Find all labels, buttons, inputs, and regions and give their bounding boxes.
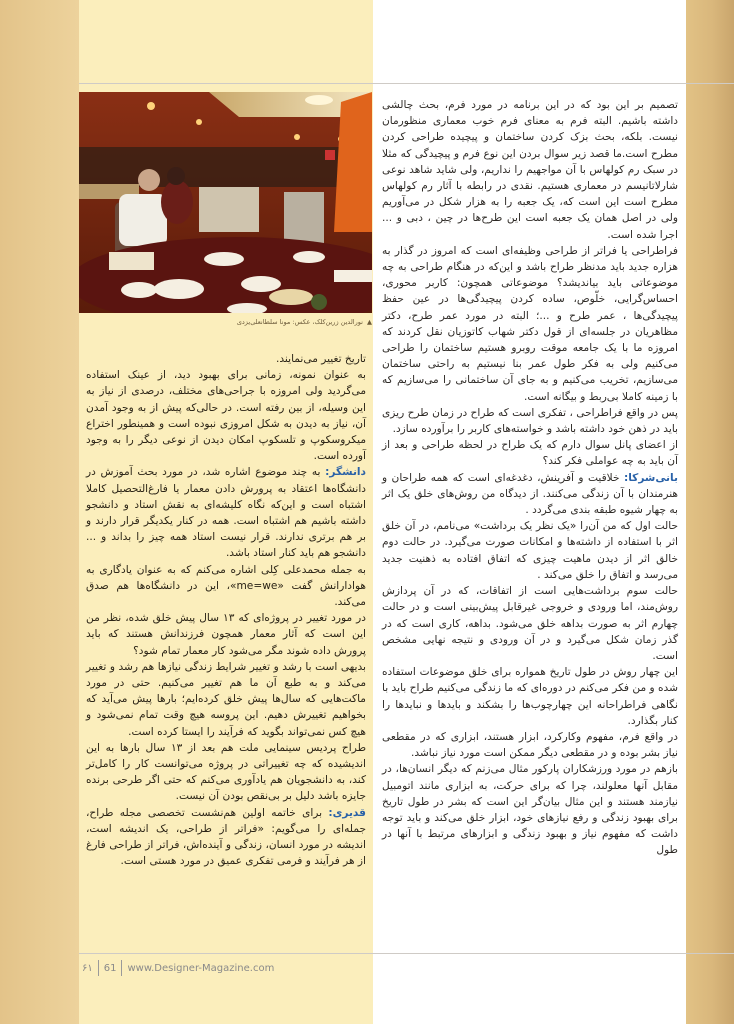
photo-caption-text: نورالدین زرین‌کلک، عکس: مونا سلطانعلی‌یزدی xyxy=(236,318,363,326)
paragraph: فراطراحی یا فراتر از طراحی وظیفه‌ای است که امروز در گذار به هزاره جدید باید مدنظر طراح باشد و این‌که در هنگام طراحی به چه موضوعاتی باید بیاندیشد؟ موضوعاتی همچون: کاربر محوری، احساس‌گرایی، خلّوص، ساده کردن پیچیدگی‌ها در عین حفظ پیچیدگی‌ها ، عمر طرح و ...؛ البته در مورد عمر طرح، دکتر مظاهریان در جلسه‌ای از قول دکتر شهاب کاتوزیان نقل کردند که امروزه ما با یک جامعه موقت روبرو هستیم ساختمان را طراحی می‌کنیم ولی به فکر طول عمر بنا نیستیم به راحتی ساختمان می‌سازیم، تخریب می‌کنیم و به جای آن ساختمانی را می‌سازیم که با زمینه کاملا بی‌ربط و بیگانه است. xyxy=(382,244,678,403)
right-page-edge xyxy=(686,0,734,1024)
footer-divider xyxy=(98,960,99,976)
paragraph: بازهم در مورد ورزشکاران پارکور مثال می‌زنم که دیگر انسان‌ها، در مقابل آنها معلولند، چرا که برای حرکت، به ابزاری مانند اتومبیل نیازمند هستند و این مثال بیان‌گر این است که بشر در طول تاریخ برای بهبود زندگی و رفع نیازهای خود، ابزار خلق می‌کند و باید توجه داشت که مفهوم نیاز و بهبود زندگی و ابزارهای مرتبط با آنها در طول xyxy=(382,763,678,857)
speaker-name: دانشگر: xyxy=(325,466,366,479)
paragraph: این چهار روش در طول تاریخ همواره برای خلق موضوعات استفاده شده و من فکر می‌کنم در دوره‌ای که ما زندگی می‌کنیم طراح باید با نگاهی فراطراحانه این چهارچوب‌ها را بشکند و بایدها و نبایدها را کنار بگذارد. xyxy=(382,666,678,727)
speaker-name: بانی‌شرکا: xyxy=(623,471,678,484)
photo-caption xyxy=(80,318,372,326)
speaker-paragraph xyxy=(86,805,366,870)
paragraph: تاریخ تغییر می‌نمایند. xyxy=(276,353,366,365)
event-photo xyxy=(79,92,372,313)
page-number: 61 xyxy=(103,962,117,974)
paragraph: حالت اول که من آن‌را «یک نظر یک برداشت» می‌نامم، در آن خلق اثر با استفاده از داشته‌ها و امکانات صورت می‌گیرد. در حالت دوم خالق اثر از دیدن ماهیت چیزی که اتفاق افتاده به ذهنیت جدید می‌رسد و اتفاق را خلق می‌کند . xyxy=(382,520,678,581)
paragraph: به عنوان نمونه، زمانی برای بهبود دید، از عینک استفاده می‌گردید ولی امروزه با جراحی‌های مختلف، درصدی از نیاز به این وسیله، از بین رفته است. در حالی‌که پیش از به وجود آمدن آن، نیاز به دیدن به شکل امروزی نبوده است و همینطور اختراع میکروسکوپ و تلسکوپ امکان دیدن از نوعی دیگر را به وجود آورده است. xyxy=(86,369,366,463)
paragraph: در واقع فرم، مفهوم وکارکرد، ابزار هستند، ابزاری که در مقطعی نیاز بشر بوده و در مقطعی دیگر ممکن است مورد نیاز نباشد. xyxy=(382,730,678,760)
speaker-text: خلاقیت و آفرینش، دغدغه‌ای است که همه طراحان و هنرمندان با آن زندگی می‌کنند. از دیدگاه من روش‌های خلق یک اثر به چهار شیوه طبقه بندی می‌گردد . xyxy=(382,471,678,517)
bottom-rule xyxy=(79,953,734,954)
speaker-text: به چند موضوع اشاره شد، در مورد بحث آموزش در دانشگاه‌ها اعتقاد به پرورش دادن معمار یا فارغ‌التحصیل کاملا اشتباه است و این‌که نگاه کلیشه‌ای به نقش استاد و دانشجو داشته باشیم هم اشتباه است. همه در کنار یکدیگر قرار دارند و بر هم برتری ندارند. قرار نیست استاد همه چیز را بداند و ... دانشجو هم باید کنار استاد باشد. xyxy=(86,466,366,560)
paragraph: از اعضای پانل سوال دارم که یک طراح در لحظه طراحی و بعد از آن باید به چه عواملی فکر کند؟ xyxy=(382,439,678,468)
paragraph: به جمله محمدعلی کِلی اشاره می‌کنم که به عنوان یادگاری به هوادارانش گفت «me=we»، این در دانشگاه‌ها هم صدق می‌کند. xyxy=(86,563,366,609)
paragraph: حالت سوم برداشت‌هایی است از اتفاقات، که در آن پردازش روش‌مند، اما ورودی و خروجی غیرقابل پیش‌بینی است و در حالت چهارم اثر به صورت بداهه خلق می‌شود. بداهه، کاری است که در گذر زمان شکل می‌گیرد و در آن ورودی و نتیجه نهایی مشخص است. xyxy=(382,585,678,662)
page-number-persian: ۶۱ xyxy=(82,962,93,974)
paragraph: طراح پردیس سینمایی ملت هم بعد از ۱۳ سال بارها به این اندیشیده که چه تغییراتی در پروژه می‌توانست کار را کامل‌تر کند، به دانشجویان هم یادآوری می‌کنم که حتی اگر طرحی برنده جایزه باشد دلیل بر بی‌نقص بودن آن نیست. xyxy=(86,741,366,803)
speaker-paragraph xyxy=(382,470,678,519)
right-column-text xyxy=(382,97,678,859)
speaker-text: برای خاتمه اولین هم‌نشست تخصصی مجله طراح، جمله‌ای را می‌گویم: «فراتر از طراحی، یک اندیشه است، اندیشه در مورد انسان، زندگی و آینده‌اش، فراتر از طراحی فارغ از هر فرآیند و فرمی تفکری عمیق در مورد هستی است. xyxy=(86,806,366,868)
speaker-paragraph xyxy=(86,464,366,561)
paragraph: در مورد تغییر در پروژه‌ای که ۱۳ سال پیش خلق شده، نظر من این است که آثار معمار همچون فرزندانش هستند که باید پرورش داده شوند مگر می‌شود کار معمار تمام شود؟ xyxy=(86,612,366,657)
paragraph: پس در واقع فراطراحی ، تفکری است که طراح در زمان طرح ریزی باید در ذهن خود داشته باشد و خواسته‌های کاربر را برآورده سازد. xyxy=(382,406,678,436)
left-column-text xyxy=(86,351,366,870)
paragraph: تصمیم بر این بود که در این برنامه در مورد فرم، بحث چالشی داشته باشیم. البته فرم به معنای فرم خوب معماری منظورمان نیست. بلکه، بحث بزک کردن ساختمان و پیچیده طراحی کردن مطرح است.ما قصد زیر سوال بردن این نوع فرم و پیچیدگی که مثلا در سبک رم کولهاس با آن مواجهیم را نداریم، ولی شاید شاهد نوعی شارلاتانیسم در معماری هستیم. نقدی در رابطه با آثار رم کولهاس مطرح است این است که، یک جعبه را به هزار شکل در می‌آوریم ولی در اصل همان یک جعبه است این طرح‌ها در چین ، دبی و ... اجرا شده است. xyxy=(382,99,678,241)
top-rule xyxy=(79,83,734,84)
footer-divider xyxy=(121,960,122,976)
left-page-edge xyxy=(0,0,79,1024)
speaker-name: قدیری: xyxy=(328,806,366,819)
page-footer xyxy=(82,960,274,976)
website-link[interactable]: www.Designer-Magazine.com xyxy=(127,962,275,974)
paragraph: بدیهی است با رشد و تغییر شرایط زندگی نیازها هم رشد و تغییر می‌کند و به طبع آن ما هم تغییر می‌کنیم. حتی در مورد ماکت‌هایی که سال‌ها پیش خلق کرده‌ایم؛ بارها پیش می‌آید که بخواهیم تغییرش دهیم. این پروسه هیچ وقت تمام نمی‌شود و هیچ کس نمی‌تواند بگوید که فرآیند را ایستا کرده است. xyxy=(86,660,366,738)
triangle-marker-icon: ▲ xyxy=(367,318,372,326)
